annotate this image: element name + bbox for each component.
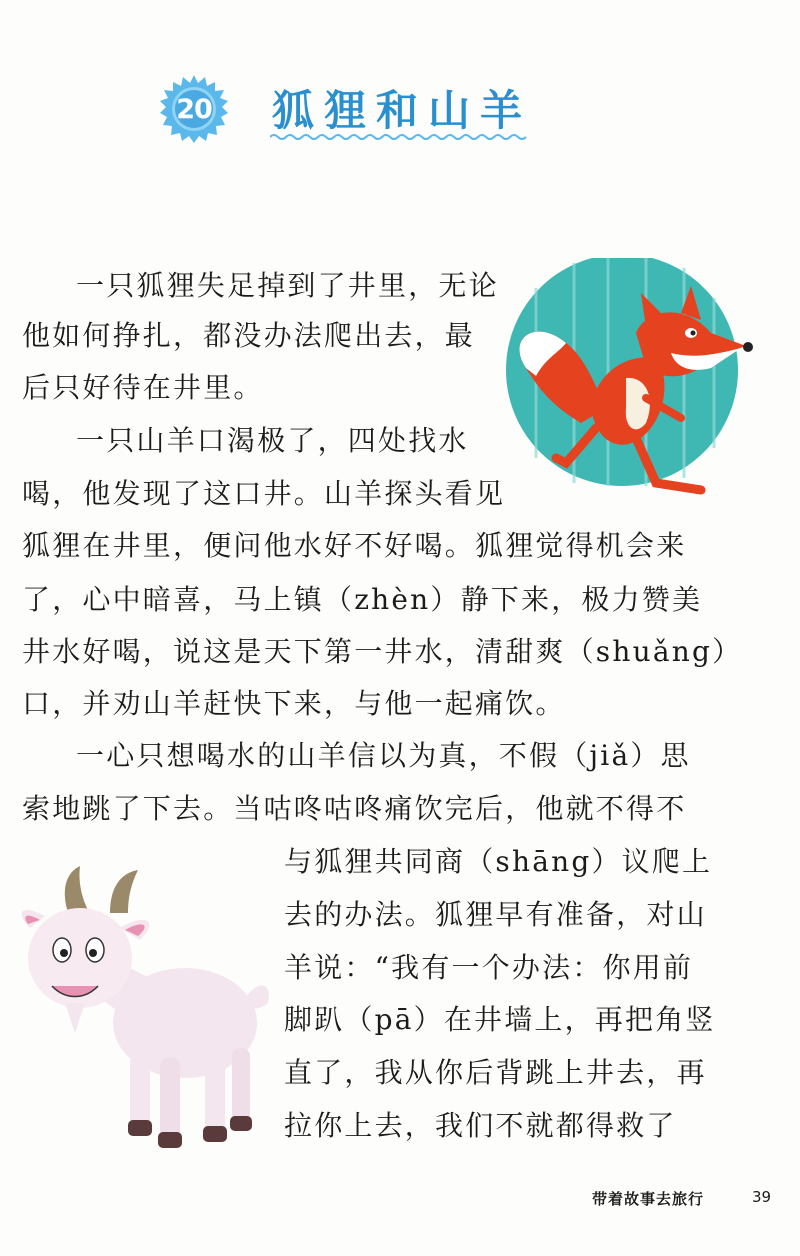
text-line: 他如何挣扎，都没办法爬出去，最 bbox=[22, 319, 476, 352]
text-line: 口，并劝山羊赶快下来，与他一起痛饮。 bbox=[22, 687, 566, 720]
text-line: 喝，他发现了这口井。山羊探头看见 bbox=[22, 477, 506, 510]
text-line: 狐狸在井里，便问他水好不好喝。狐狸觉得机会来 bbox=[22, 529, 687, 562]
text-line: 去的办法。狐狸早有准备，对山 bbox=[284, 898, 707, 931]
lesson-title: 狐狸和山羊 bbox=[272, 86, 533, 135]
text-line: 索地跳了下去。当咕咚咕咚痛饮完后，他就不得不 bbox=[22, 792, 687, 825]
text-line: 与狐狸共同商（shāng）议爬上 bbox=[284, 845, 713, 878]
text-line: 脚趴（pā）在井墙上，再把角竖 bbox=[284, 1003, 716, 1036]
title-wave-underline bbox=[270, 132, 528, 142]
text-line: 后只好待在井里。 bbox=[22, 371, 264, 404]
text-line: 羊说：“我有一个办法：你用前 bbox=[284, 951, 694, 984]
text-line: 直了，我从你后背跳上井去，再 bbox=[284, 1056, 707, 1089]
text-line: 一心只想喝水的山羊信以为真，不假（jiǎ）思 bbox=[76, 739, 691, 772]
text-line: 拉你上去，我们不就都得救了 bbox=[284, 1109, 677, 1142]
lesson-number-badge bbox=[160, 75, 228, 143]
goat-illustration bbox=[10, 858, 275, 1163]
text-line: 一只狐狸失足掉到了井里，无论 bbox=[76, 269, 499, 302]
footer-book-title: 带着故事去旅行 bbox=[592, 1190, 705, 1208]
page-number: 39 bbox=[752, 1188, 772, 1206]
text-line: 井水好喝，说这是天下第一井水，清甜爽（shuǎng） bbox=[22, 635, 743, 668]
text-line: 了，心中暗喜，马上镇（zhèn）静下来，极力赞美 bbox=[22, 583, 703, 616]
text-line: 一只山羊口渴极了，四处找水 bbox=[76, 424, 469, 457]
fox-illustration bbox=[496, 258, 764, 508]
lesson-number: 20 bbox=[176, 93, 212, 125]
